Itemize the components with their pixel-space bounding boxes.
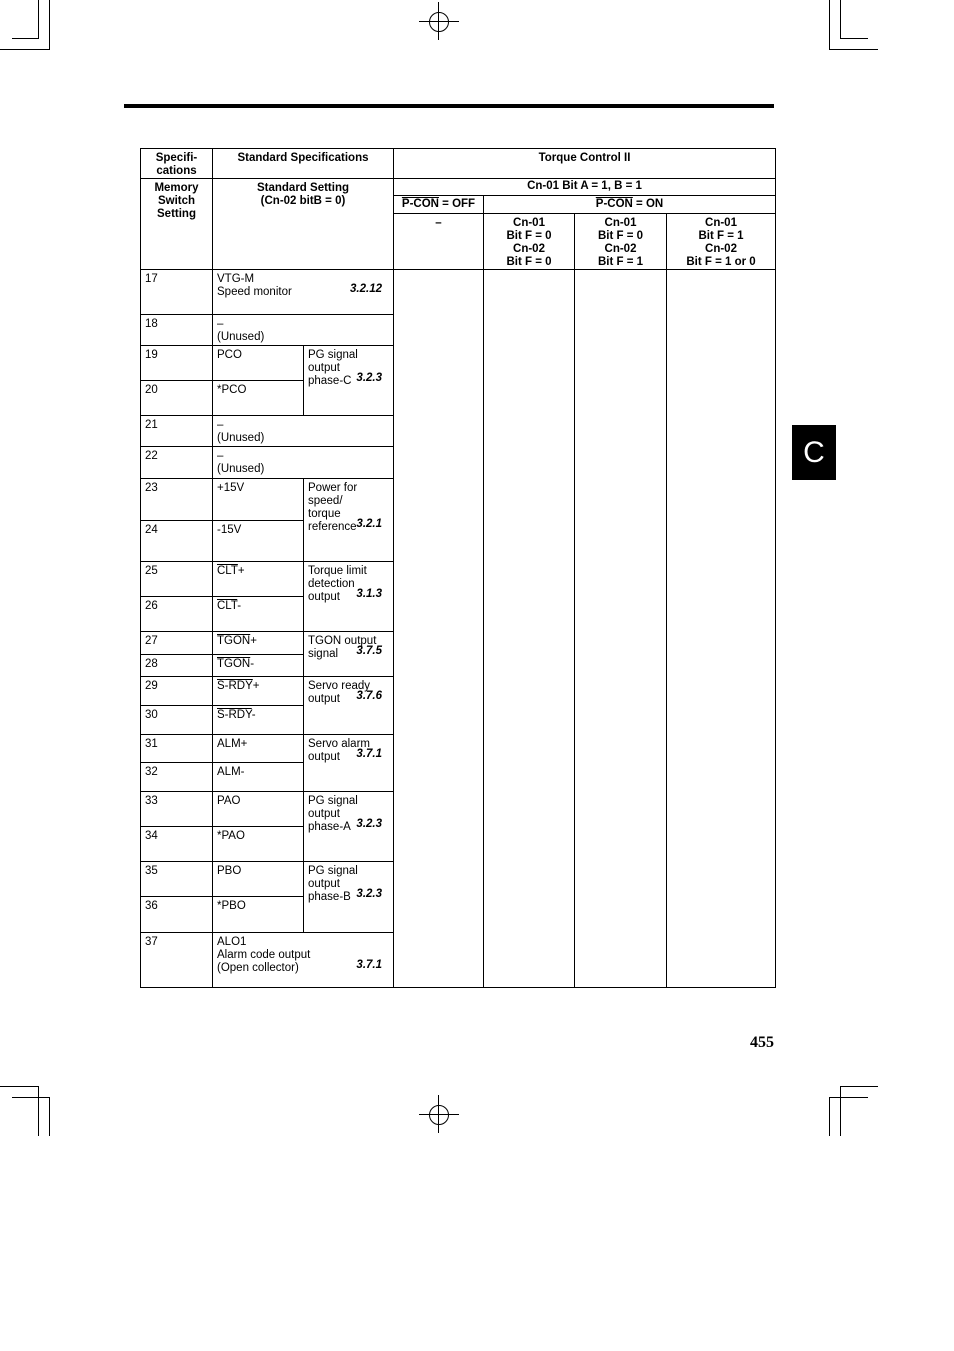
pin-number: 20 (141, 381, 213, 416)
pin-number: 27 (141, 632, 213, 655)
signal-text: *PCO (213, 381, 304, 416)
pin-number: 37 (141, 933, 213, 988)
section-ref: 3.2.3 (356, 888, 382, 900)
description-text: Torque limit detection output (308, 565, 367, 603)
pin-number: 31 (141, 735, 213, 763)
signal-text (213, 677, 304, 706)
pcon-off-label: P-CON (401, 198, 439, 210)
pin-number: 19 (141, 346, 213, 381)
signal-text: PAO (213, 792, 304, 827)
pin-number: 36 (141, 897, 213, 933)
signal-suffix: + (237, 565, 245, 577)
description-cell (304, 562, 394, 632)
header-dash: – (394, 214, 484, 270)
pin-number: 23 (141, 479, 213, 521)
pin-number: 28 (141, 655, 213, 677)
table-row (141, 270, 776, 315)
empty-col-pcon-off (394, 270, 484, 988)
signal-name: S-RDY (217, 709, 252, 721)
section-ref: 3.2.3 (356, 818, 382, 830)
pcon-on-value: = ON (632, 198, 664, 210)
description-cell (304, 479, 394, 562)
signal-cell (213, 270, 394, 315)
section-ref: 3.7.1 (356, 748, 382, 760)
section-ref: 3.1.3 (356, 588, 382, 600)
signal-name: TGON (217, 635, 251, 647)
signal-text: *PBO (213, 897, 304, 933)
pin-number: 21 (141, 416, 213, 447)
section-ref: 3.2.3 (356, 372, 382, 384)
description-text: Power for speed/ torque reference (308, 482, 358, 533)
pin-number: 35 (141, 862, 213, 897)
signal-name: S-RDY (217, 680, 253, 692)
section-ref: 3.2.1 (356, 518, 382, 530)
signal-name: $\overline{CLT}$ (217, 600, 238, 612)
signal-text (213, 706, 304, 735)
signal-text (213, 597, 304, 632)
signal-suffix: + (250, 635, 257, 647)
signal-suffix: - (237, 600, 242, 612)
description-cell (304, 792, 394, 862)
section-ref: 3.7.6 (356, 690, 382, 702)
pin-number: 32 (141, 763, 213, 792)
signal-text: ALM- (213, 763, 304, 792)
header-col1: Cn-01 Bit F = 0 Cn-02 Bit F = 0 (484, 214, 575, 270)
pin-number: 18 (141, 315, 213, 346)
registration-mark-top (419, 2, 459, 42)
signal-text (213, 632, 304, 655)
pcon-on-label: P-CON (595, 198, 633, 210)
description-text: PG signal output phase-A (308, 795, 358, 833)
pin-number: 33 (141, 792, 213, 827)
section-ref: 3.7.1 (356, 959, 382, 971)
header-cn01-bits: Cn-01 Bit A = 1, B = 1 (394, 179, 776, 196)
pin-number: 22 (141, 447, 213, 479)
signal-suffix: - (251, 709, 256, 721)
header-specifications: Specifi- cations (141, 149, 213, 179)
signal-text: +15V (213, 479, 304, 521)
signal-name: $\overline{CLT}$ (217, 565, 238, 577)
header-standard-specifications: Standard Specifications (213, 149, 394, 179)
signal-suffix: + (252, 680, 260, 692)
pin-number: 25 (141, 562, 213, 597)
header-col3: Cn-01 Bit F = 1 Cn-02 Bit F = 1 or 0 (667, 214, 776, 270)
signal-text: *PAO (213, 827, 304, 862)
description-text: PG signal output phase-C (308, 349, 358, 387)
registration-mark-bottom (419, 1095, 459, 1135)
pin-number: 17 (141, 270, 213, 315)
description-cell (304, 862, 394, 933)
signal-text: – (Unused) (213, 416, 394, 447)
header-pcon-on (484, 196, 776, 214)
pin-number: 30 (141, 706, 213, 735)
page-number: 455 (750, 1034, 774, 1051)
pin-number: 34 (141, 827, 213, 862)
signal-text: VTG-M Speed monitor (217, 273, 292, 298)
description-text: PG signal output phase-B (308, 865, 358, 903)
header-rule (124, 104, 774, 108)
signal-text: ALO1 Alarm code output (Open collector) (217, 936, 311, 974)
empty-col-2 (575, 270, 667, 988)
specification-table (140, 148, 776, 988)
pin-number: 29 (141, 677, 213, 706)
signal-text: – (Unused) (213, 447, 394, 479)
description-cell (304, 735, 394, 792)
signal-cell (213, 933, 394, 988)
empty-col-3 (667, 270, 776, 988)
signal-suffix: - (250, 658, 255, 670)
section-ref: 3.2.12 (350, 283, 382, 295)
pin-number: 26 (141, 597, 213, 632)
signal-text (213, 655, 304, 677)
signal-text: -15V (213, 521, 304, 562)
header-pcon-off (394, 196, 484, 214)
signal-text: – (Unused) (213, 315, 394, 346)
header-memory-switch: Memory Switch Setting (141, 179, 213, 270)
section-ref: 3.7.5 (356, 645, 382, 657)
signal-text: ALM+ (213, 735, 304, 763)
appendix-tab: C (792, 425, 836, 480)
signal-text (213, 562, 304, 597)
pcon-off-value: = OFF (438, 198, 476, 210)
header-col2: Cn-01 Bit F = 0 Cn-02 Bit F = 1 (575, 214, 667, 270)
description-text: TGON output signal (308, 635, 377, 660)
header-standard-setting: Standard Setting (Cn-02 bitB = 0) (213, 179, 394, 270)
empty-col-1 (484, 270, 575, 988)
description-cell (304, 346, 394, 416)
signal-text: PCO (213, 346, 304, 381)
pin-number: 24 (141, 521, 213, 562)
signal-text: PBO (213, 862, 304, 897)
description-cell (304, 677, 394, 735)
signal-name: TGON (217, 658, 251, 670)
description-text: Servo ready output (308, 680, 371, 705)
description-cell (304, 632, 394, 677)
header-torque-control: Torque Control II (394, 149, 776, 179)
description-text: Servo alarm output (308, 738, 370, 763)
